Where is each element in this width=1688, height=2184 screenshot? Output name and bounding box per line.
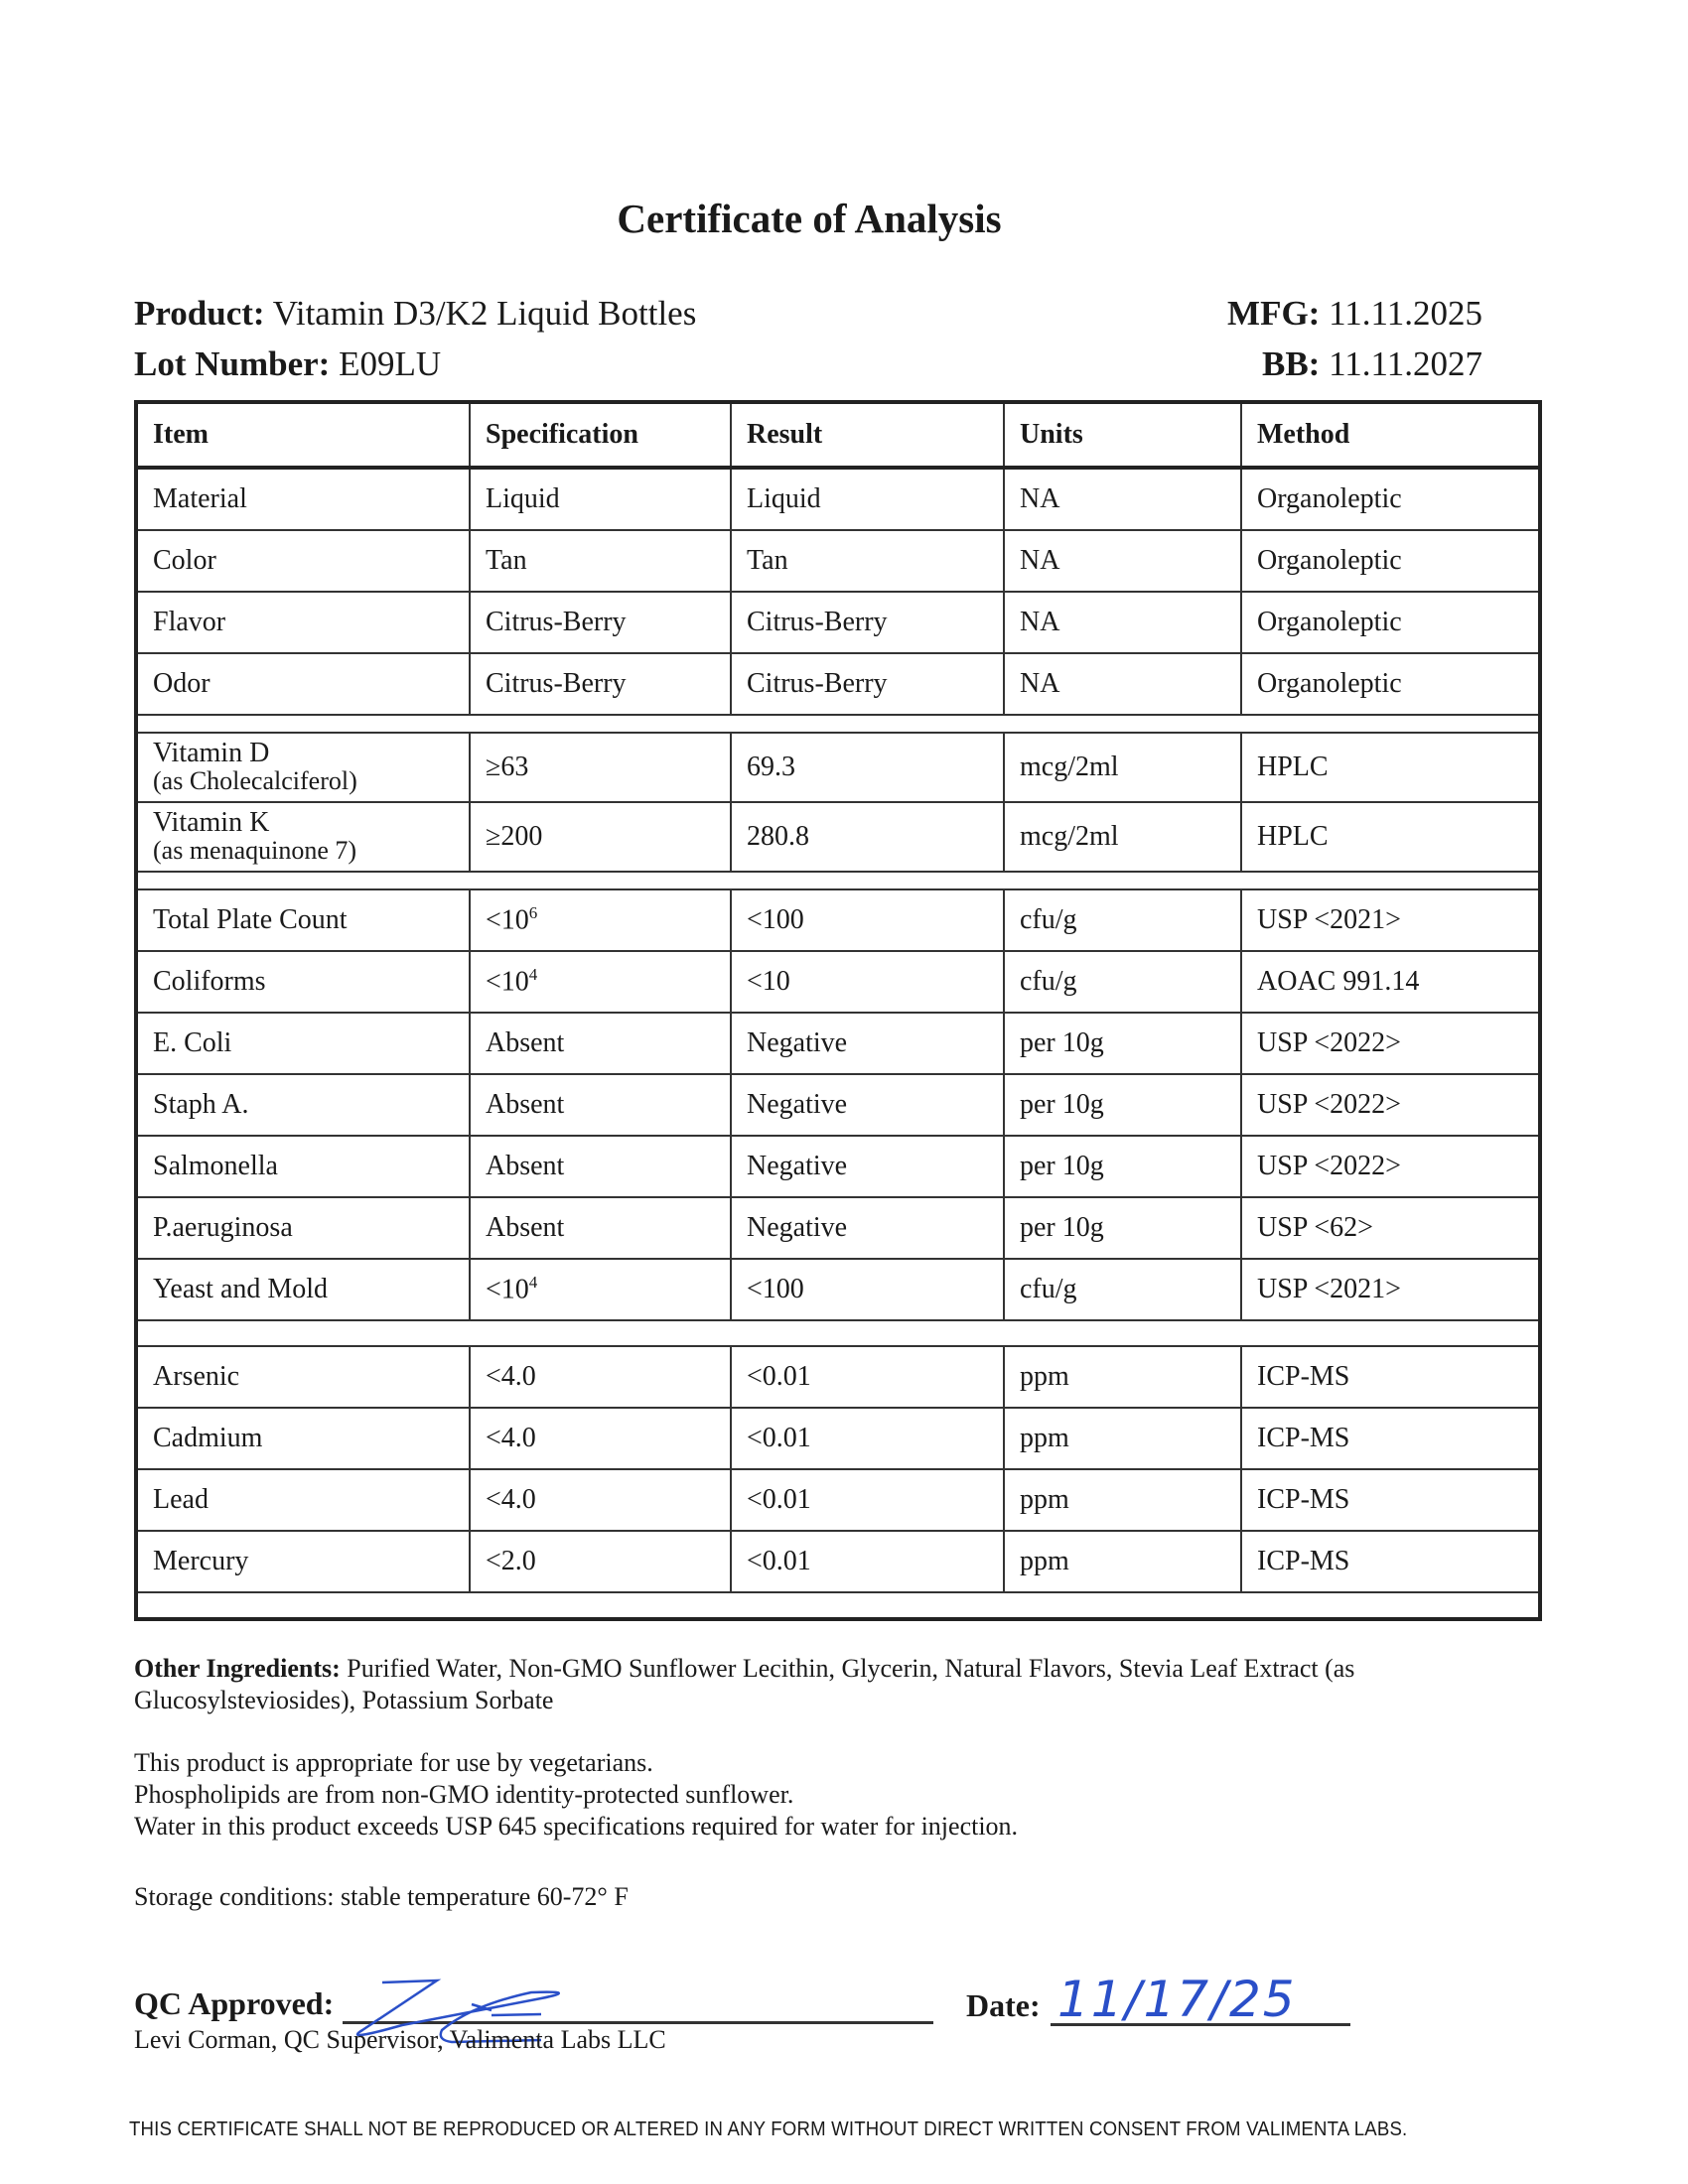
cell-method: Organoleptic [1241,653,1540,715]
section-divider [136,872,1540,889]
table-row [136,1408,1540,1469]
cell-result: <0.01 [731,1408,1004,1469]
divider-cell [136,1320,1540,1346]
cell-method: ICP-MS [1241,1346,1540,1408]
cell-result: 280.8 [731,802,1004,872]
cell-method: USP <2022> [1241,1136,1540,1197]
cell-method: Organoleptic [1241,468,1540,530]
cell-result: Tan [731,530,1004,592]
section-divider [136,1320,1540,1346]
cell-specification: Citrus-Berry [470,653,731,715]
table-row [136,1346,1540,1408]
bb-field [1262,344,1482,384]
note: Phospholipids are from non-GMO identity-protected sunflower. [134,1780,794,1809]
header-item: Item [136,402,470,468]
cell-item: Salmonella [136,1136,470,1197]
cell-item [136,802,470,872]
table-row [136,1013,1540,1074]
header-result: Result [731,402,1004,468]
product-field [134,294,696,334]
cell-result: <0.01 [731,1531,1004,1592]
cell-units: mcg/2ml [1004,733,1241,802]
header-specification: Specification [470,402,731,468]
cell-specification: <2.0 [470,1531,731,1592]
cell-item: Material [136,468,470,530]
cell-specification [470,1013,731,1074]
cell-units: NA [1004,468,1241,530]
section-divider [136,1592,1540,1619]
cell-result: Negative [731,1074,1004,1136]
cell-units: ppm [1004,1408,1241,1469]
cell-specification: Citrus-Berry [470,592,731,653]
cell-specification [470,1074,731,1136]
cell-result: <10 [731,951,1004,1013]
vitamin-name: Vitamin D [153,738,270,768]
mfg-value: 11.11.2025 [1329,294,1482,333]
table-row [136,889,1540,951]
cell-specification [470,889,731,951]
cell-specification [470,1259,731,1320]
table-row [136,530,1540,592]
section-divider [136,715,1540,733]
cell-specification: ≥63 [470,733,731,802]
spec-value: Absent [486,1151,565,1181]
cell-method: USP <2022> [1241,1074,1540,1136]
divider-cell [136,872,1540,889]
mfg-label: MFG: [1227,294,1321,333]
table-header-row [136,402,1540,468]
cell-specification: Tan [470,530,731,592]
cell-units: NA [1004,653,1241,715]
spec-value: <10 [486,966,529,998]
table-row [136,951,1540,1013]
cell-result: Citrus-Berry [731,592,1004,653]
cell-specification [470,1136,731,1197]
cell-item: Lead [136,1469,470,1531]
analysis-table [134,400,1542,1621]
cell-units: NA [1004,592,1241,653]
vitamin-form: (as menaquinone 7) [153,836,357,865]
notes [134,1747,1018,1843]
ingredients-label: Other Ingredients: [134,1654,341,1683]
cell-item: Cadmium [136,1408,470,1469]
mfg-field [1227,294,1482,334]
cell-units: per 10g [1004,1074,1241,1136]
header-units: Units [1004,402,1241,468]
divider-cell [136,1592,1540,1619]
cell-units: cfu/g [1004,889,1241,951]
spec-value: <10 [486,1274,529,1305]
other-ingredients [134,1653,1504,1716]
table-row [136,1531,1540,1592]
cell-method: Organoleptic [1241,592,1540,653]
table-row [136,733,1540,802]
note: This product is appropriate for use by vegetarians. [134,1748,653,1777]
qc-approved-label: QC Approved: [134,1985,335,2021]
cell-result: Liquid [731,468,1004,530]
cell-specification [470,1197,731,1259]
spec-value: Absent [486,1212,565,1243]
cell-units: ppm [1004,1346,1241,1408]
table-row [136,1074,1540,1136]
header-method: Method [1241,402,1540,468]
spec-value: Absent [486,1027,565,1058]
cell-result: Negative [731,1013,1004,1074]
product-value: Vitamin D3/K2 Liquid Bottles [272,294,697,333]
vitamin-name: Vitamin K [153,807,270,838]
table-row [136,802,1540,872]
bb-label: BB: [1261,344,1321,383]
lot-field [134,344,441,384]
table-row [136,1469,1540,1531]
handwritten-date: 11/17/25 [1057,1971,1297,2028]
bb-value: 11.11.2027 [1329,344,1482,383]
cell-specification [470,951,731,1013]
cell-item: Color [136,530,470,592]
lot-label: Lot Number: [134,344,331,383]
cell-specification: ≥200 [470,802,731,872]
footer-disclaimer: THIS CERTIFICATE SHALL NOT BE REPRODUCED OR ALTERED IN ANY FORM WITHOUT DIRECT WRITTEN CONSENT FROM VALIMENTA LABS. [129,2118,1408,2140]
cell-item: Flavor [136,592,470,653]
cell-method: USP <2021> [1241,889,1540,951]
ingredients-text: Purified Water, Non-GMO Sunflower Lecithin, Glycerin, Natural Flavors, Stevia Leaf Extract (as Glucosylsteviosides), Potassium Sorbate [134,1654,1355,1714]
cell-item: Coliforms [136,951,470,1013]
table-row [136,1197,1540,1259]
cell-method: HPLC [1241,733,1540,802]
cell-units: ppm [1004,1469,1241,1531]
cell-specification: <4.0 [470,1346,731,1408]
cell-method: HPLC [1241,802,1540,872]
spec-exponent: 4 [528,1273,538,1293]
table-row [136,1136,1540,1197]
cell-method: Organoleptic [1241,530,1540,592]
cell-item: Staph A. [136,1074,470,1136]
cell-method: ICP-MS [1241,1531,1540,1592]
cell-item: Total Plate Count [136,889,470,951]
signer-name: Levi Corman, QC Supervisor, Valimenta Labs LLC [134,2025,666,2054]
cell-units: per 10g [1004,1136,1241,1197]
cell-method: ICP-MS [1241,1469,1540,1531]
cell-item: Mercury [136,1531,470,1592]
cell-result: <0.01 [731,1346,1004,1408]
cell-result: Negative [731,1197,1004,1259]
cell-item: Yeast and Mold [136,1259,470,1320]
date-label: Date: [966,1987,1041,2023]
cell-specification: <4.0 [470,1469,731,1531]
cell-method: USP <2022> [1241,1013,1540,1074]
cell-units: cfu/g [1004,1259,1241,1320]
cell-method: USP <62> [1241,1197,1540,1259]
cell-result: Negative [731,1136,1004,1197]
cell-item [136,733,470,802]
cell-units: per 10g [1004,1197,1241,1259]
cell-result: <0.01 [731,1469,1004,1531]
page-title: Certificate of Analysis [617,196,1002,241]
spec-value: <10 [486,904,529,936]
spec-value: Absent [486,1089,565,1120]
spec-exponent: 6 [528,903,538,923]
cell-units: ppm [1004,1531,1241,1592]
cell-units: mcg/2ml [1004,802,1241,872]
cell-result: <100 [731,889,1004,951]
cell-method: USP <2021> [1241,1259,1540,1320]
lot-value: E09LU [339,344,442,383]
cell-specification: <4.0 [470,1408,731,1469]
cell-item: P.aeruginosa [136,1197,470,1259]
vitamin-form: (as Cholecalciferol) [153,766,357,795]
cell-result: 69.3 [731,733,1004,802]
storage-conditions: Storage conditions: stable temperature 60-72° F [134,1882,629,1911]
table-row [136,653,1540,715]
cell-specification: Liquid [470,468,731,530]
cell-result: <100 [731,1259,1004,1320]
cell-item: Arsenic [136,1346,470,1408]
spec-exponent: 4 [528,965,538,985]
note: Water in this product exceeds USP 645 specifications required for water for injection. [134,1812,1019,1841]
cell-item: E. Coli [136,1013,470,1074]
cell-units: NA [1004,530,1241,592]
cell-method: ICP-MS [1241,1408,1540,1469]
cell-item: Odor [136,653,470,715]
cell-units: per 10g [1004,1013,1241,1074]
table-row [136,592,1540,653]
divider-cell [136,715,1540,733]
table-row [136,1259,1540,1320]
cell-method: AOAC 991.14 [1241,951,1540,1013]
cell-result: Citrus-Berry [731,653,1004,715]
cell-units: cfu/g [1004,951,1241,1013]
product-label: Product: [134,294,265,333]
table-row [136,468,1540,530]
